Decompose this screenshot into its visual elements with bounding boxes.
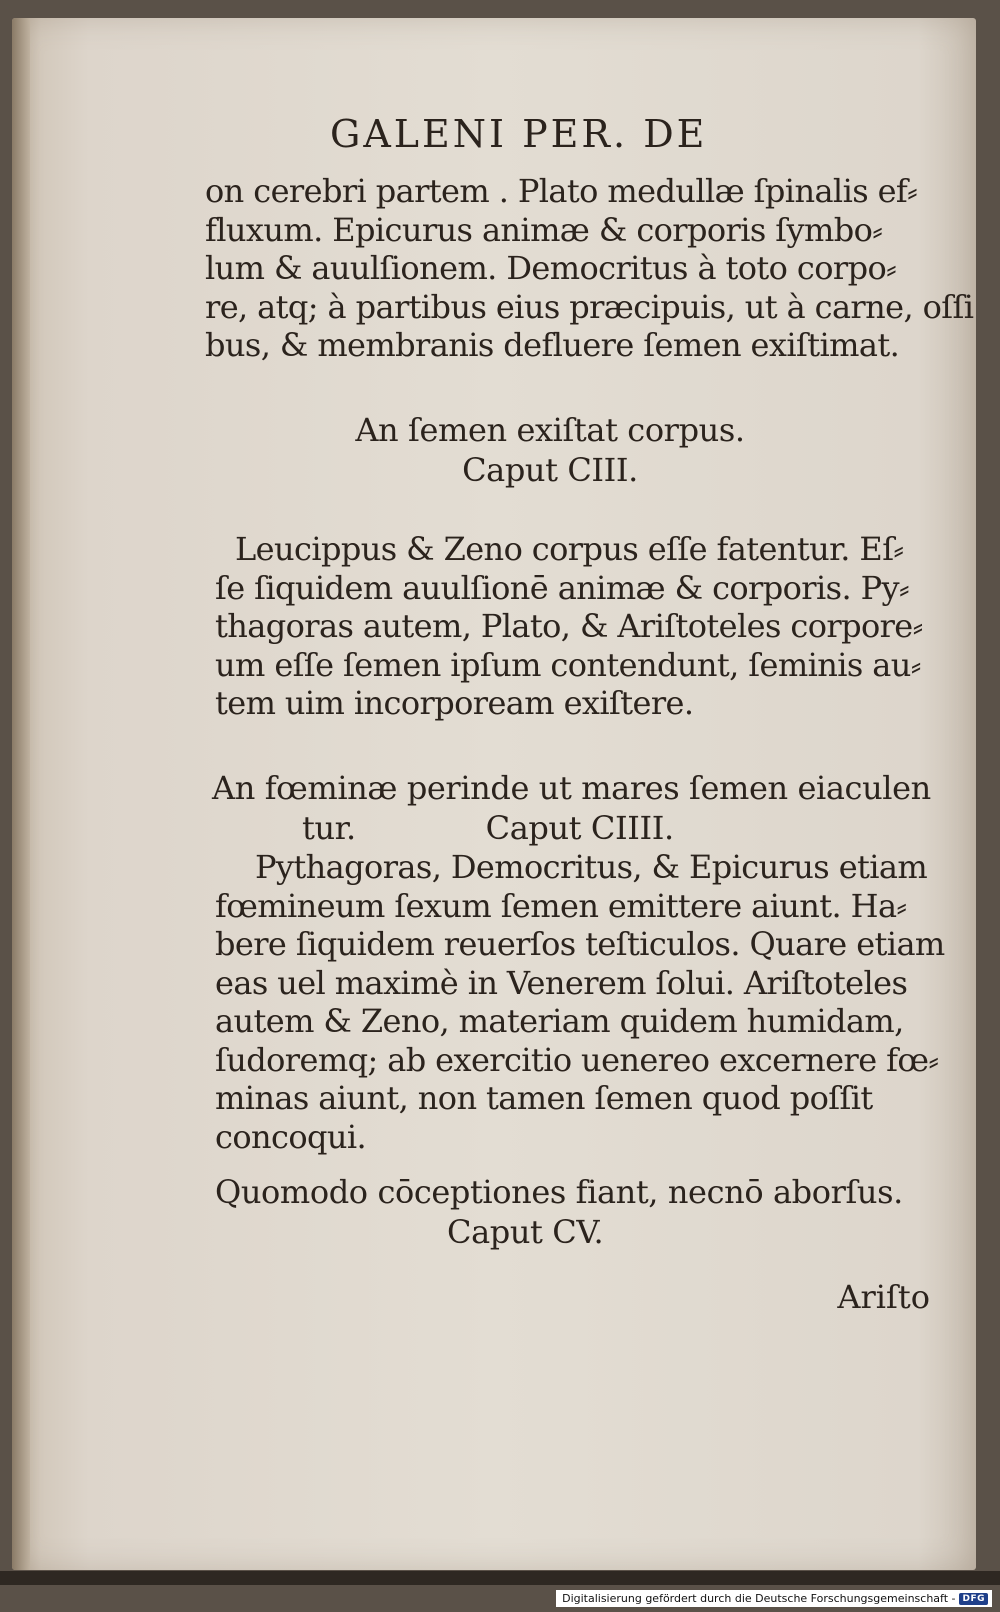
chapter-title: An fœminæ perinde ut mares ſemen eiaculen: [212, 769, 931, 807]
chapter-heading-105: [215, 1172, 915, 1252]
text-line: on cerebri partem . Plato medullæ ſpinalis ef⸗: [205, 172, 918, 210]
page-bottom-shadow: [0, 1571, 1000, 1585]
chapter-heading-103: [240, 410, 860, 490]
text-line: thagoras autem, Plato, & Ariſtoteles corpore⸗: [215, 607, 923, 645]
text-line: autem & Zeno, materiam quidem humidam,: [215, 1002, 904, 1040]
text-line: Leucippus & Zeno corpus eſſe fatentur. Eſ⸗: [235, 530, 904, 568]
chapter-number: Caput CIIII.: [485, 809, 674, 847]
section-3: [215, 848, 945, 1156]
dfg-logo-icon: DFG: [959, 1593, 988, 1605]
text-line: bere ſiquidem reuerſos teſticulos. Quare etiam: [215, 925, 945, 963]
text-line: um eſſe ſemen ipſum contendunt, ſeminis au⸗: [215, 645, 921, 684]
chapter-number: Caput CIII.: [462, 451, 638, 489]
chapter-title: An ſemen exiſtat corpus.: [355, 411, 745, 449]
text-line: concoqui.: [215, 1117, 367, 1156]
catchword: Ariſto: [837, 1278, 930, 1316]
credit-text: Digitalisierung gefördert durch die Deutsche Forschungsgemeinschaft -: [562, 1592, 956, 1605]
section-2: [215, 530, 925, 723]
chapter-title-continued: [212, 808, 912, 848]
running-head: GALENI PER. DE: [330, 112, 708, 156]
text-line: fluxum. Epicurus animæ & corporis ſymbo⸗: [205, 210, 883, 249]
text-line: eas uel maximè in Venerem ſolui. Ariſtoteles: [215, 963, 908, 1002]
text-line: bus, & membranis defluere ſemen exiſtimat.: [205, 326, 900, 364]
chapter-number: Caput CV.: [447, 1213, 604, 1251]
text-line: tem uim incorpoream exiſtere.: [215, 684, 694, 722]
chapter-heading-104: [212, 768, 931, 848]
section-1: [205, 172, 974, 365]
chapter-title: Quomodo cōceptiones fiant, necnō aborſus.: [215, 1173, 903, 1211]
digitization-credit: [556, 1590, 992, 1607]
text-line: ſe ſiquidem auulſionē animæ & corporis. Py⸗: [215, 568, 910, 607]
text-line: minas aiunt, non tamen ſemen quod poſſit: [215, 1079, 873, 1117]
text-line: fœmineum ſexum ſemen emittere aiunt. Ha⸗: [215, 886, 907, 925]
text-line: ſudoremq; ab exercitio uenereo excernere fœ⸗: [215, 1040, 939, 1079]
page-gutter: [12, 18, 30, 1570]
text-line: Pythagoras, Democritus, & Epicurus etiam: [255, 848, 928, 886]
text-line: re, atq; à partibus eius præcipuis, ut à carne, oſſi: [205, 287, 974, 326]
text-line: lum & auulſionem. Democritus à toto corpo⸗: [205, 249, 897, 287]
chapter-title-end: tur.: [302, 809, 356, 847]
